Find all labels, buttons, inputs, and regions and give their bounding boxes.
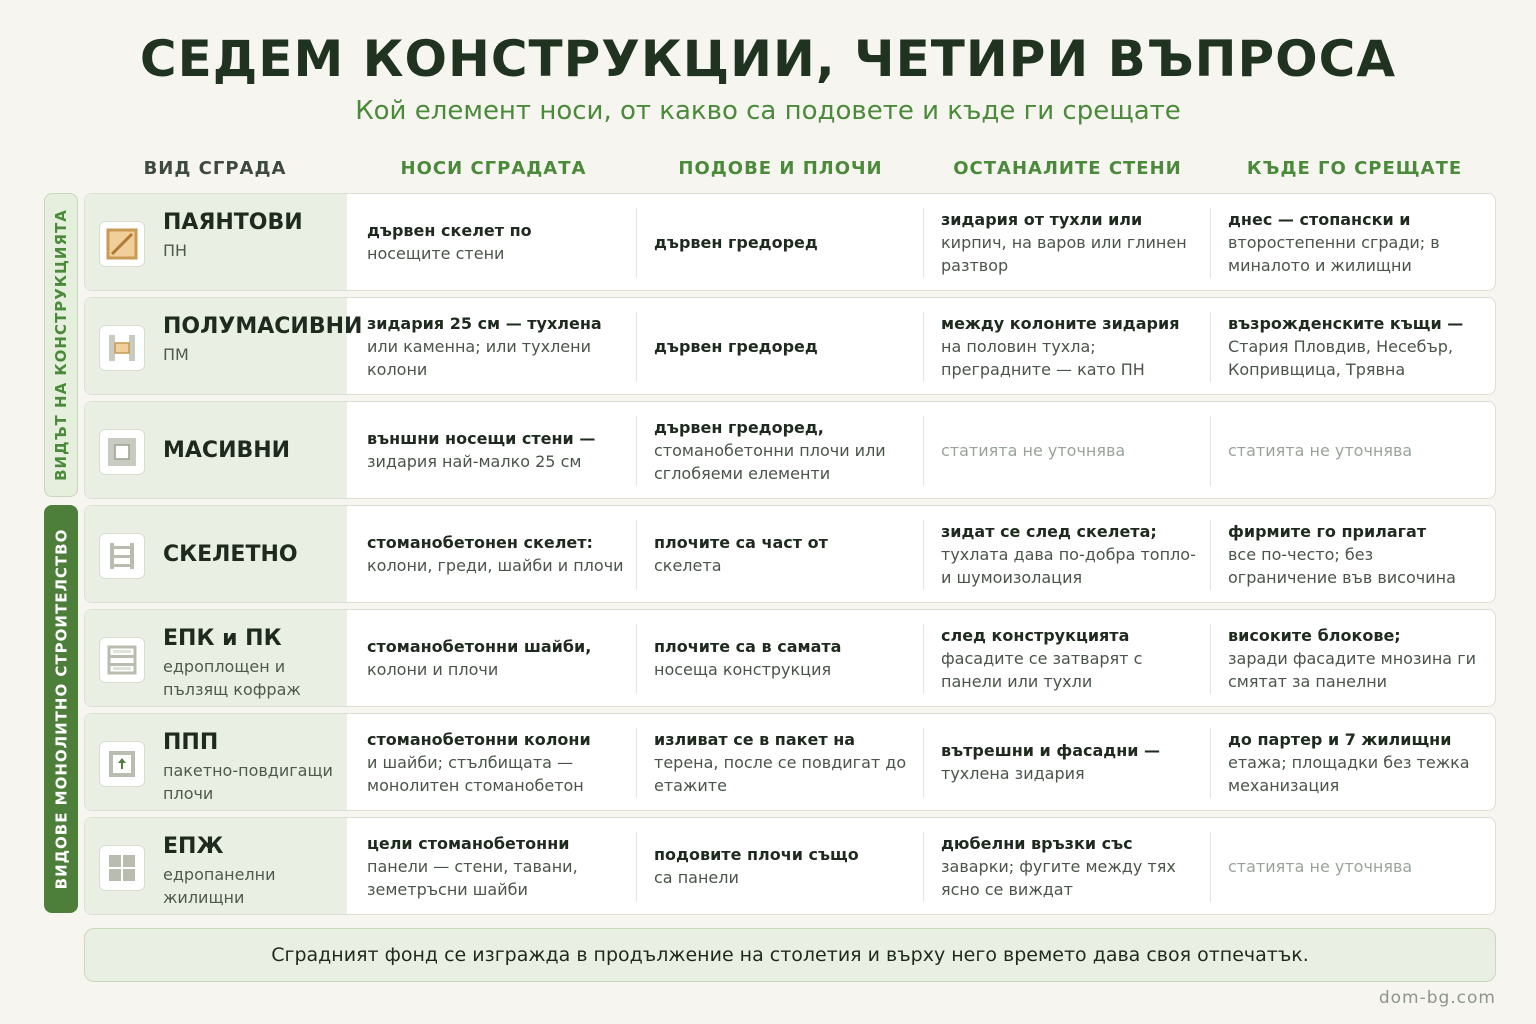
cell-lead: до партер и 7 жилищни [1228, 729, 1452, 749]
cell-lead: след конструкцията [941, 625, 1130, 645]
group-tab-monolithic-label: ВИДОВЕ МОНОЛИТНО СТРОИТЕЛСТВО [52, 528, 70, 890]
timber-frame-icon [99, 221, 145, 267]
cell-rest: Стария Пловдив, Несебър, Копривщица, Трявна [1228, 336, 1454, 379]
formwork-icon [99, 637, 145, 683]
cell-load-bearing [347, 610, 634, 706]
cell-load-bearing [347, 714, 634, 810]
row-name: ЕПЖ [163, 834, 224, 859]
cell-lead: дървен скелет по [367, 221, 532, 240]
cell-lead: дървен гредоред [654, 232, 818, 252]
cell-rest: носещите стени [367, 244, 505, 263]
footer-note: Сградният фонд се изгражда в продължение на столетия и върху него времето дава своя отпечатък. [84, 928, 1496, 982]
row-abbr: едроплощен и пълзящ кофраж [163, 657, 301, 699]
cell-rest: стоманобетонни плочи или сглобяеми елементи [654, 440, 886, 483]
cell-lead: изливат се в пакет на [654, 729, 856, 749]
row-label [85, 818, 347, 914]
cell-where [1208, 194, 1495, 290]
page-title: СЕДЕМ КОНСТРУКЦИИ, ЧЕТИРИ ВЪПРОСА [139, 30, 1397, 88]
cell-lead: високите блокове; [1228, 625, 1401, 645]
cell-other-walls [921, 298, 1208, 394]
source-credit: dom-bg.com [1378, 988, 1496, 1008]
column-header-load-bearing: НОСИ СГРАДАТА [400, 158, 587, 179]
group-tab-monolithic [44, 505, 78, 913]
cell-lead: между колоните зидария [941, 313, 1180, 333]
table-row [84, 505, 1496, 603]
cell-where [1208, 506, 1495, 602]
page-subtitle: Кой елемент носи, от какво са подовете и къде ги срещате [355, 96, 1181, 126]
cell-floors [634, 714, 921, 810]
cell-lead: външни носещи стени — [367, 429, 596, 448]
row-name: СКЕЛЕТНО [163, 542, 298, 567]
cell-lead: цели стоманобетонни [367, 833, 570, 853]
row-label [85, 298, 363, 394]
row-label [85, 610, 347, 706]
cell-floors [634, 506, 921, 602]
cell-rest: на половин тухла; преградните — като ПН [941, 336, 1145, 379]
cell-other-walls [921, 402, 1208, 498]
group-tab-construction [44, 193, 78, 497]
cell-rest: панели — стени, тавани, земетръсни шайби [367, 856, 578, 899]
cell-where [1208, 714, 1495, 810]
cell-load-bearing [347, 194, 634, 290]
cell-lead: стоманобетонен скелет: [367, 533, 593, 552]
cell-lead: днес — стопански и [1228, 209, 1411, 229]
cell-rest: са панели [654, 868, 739, 887]
cell-not-specified: статията не уточнява [941, 440, 1126, 460]
cell-lead: подовите плочи също [654, 845, 859, 864]
group-tab-construction-label: ВИДЪТ НА КОНСТРУКЦИЯТА [52, 209, 71, 481]
table-row [84, 713, 1496, 811]
table-row [84, 193, 1496, 291]
cell-other-walls [921, 506, 1208, 602]
column-header-floors: ПОДОВЕ И ПЛОЧИ [678, 158, 883, 179]
cell-lead: зидария 25 см — тухлена [367, 313, 602, 333]
table-row [84, 817, 1496, 915]
row-name: ПАЯНТОВИ [163, 210, 303, 235]
cell-lead: зидат се след скелета; [941, 521, 1157, 541]
half-massive-wall-icon [99, 325, 145, 371]
cell-where [1208, 818, 1495, 914]
cell-floors [634, 194, 921, 290]
cell-floors [634, 818, 921, 914]
row-name: ПОЛУМАСИВНИ [163, 314, 363, 339]
cell-not-specified: статията не уточнява [1228, 856, 1413, 876]
massive-wall-icon [99, 429, 145, 475]
column-header-building-type: ВИД СГРАДА [143, 158, 287, 179]
cell-rest: колони, греди, шайби и плочи [367, 556, 624, 575]
row-label [85, 194, 347, 290]
row-name: ЕПК и ПК [163, 626, 282, 651]
cell-lead: вътрешни и фасадни — [941, 741, 1161, 760]
row-label [85, 506, 347, 602]
column-header-other-walls: ОСТАНАЛИТЕ СТЕНИ [953, 158, 1182, 179]
cell-rest: или каменна; или тухлени колони [367, 336, 591, 379]
cell-rest: кирпич, на варов или глинен разтвор [941, 232, 1187, 275]
cell-lead: възрожденските къщи — [1228, 313, 1464, 333]
cell-rest: етажа; площадки без тежка механизация [1228, 752, 1470, 795]
row-label [85, 402, 347, 498]
panel-grid-icon [99, 845, 145, 891]
cell-other-walls [921, 194, 1208, 290]
cell-not-specified: статията не уточнява [1228, 440, 1413, 460]
cell-load-bearing [347, 402, 634, 498]
cell-other-walls [921, 714, 1208, 810]
cell-lead: плочите са в самата [654, 637, 842, 656]
cell-rest: второстепенни сгради; в миналото и жилищни [1228, 232, 1440, 275]
column-headers [0, 158, 1536, 182]
cell-rest: колони и плочи [367, 660, 499, 679]
row-abbr: ПМ [163, 345, 189, 364]
cell-rest: заварки; фугите между тях ясно се виждат [941, 856, 1176, 899]
cell-lead: стоманобетонни шайби, [367, 637, 592, 656]
cell-lead: дървен гредоред [654, 336, 818, 356]
table-row [84, 401, 1496, 499]
row-abbr: пакетно-повдигащи плочи [163, 761, 333, 803]
cell-lead: дюбелни връзки със [941, 833, 1133, 853]
cell-other-walls [921, 818, 1208, 914]
cell-where [1208, 402, 1495, 498]
cell-floors [634, 610, 921, 706]
cell-rest: и шайби; стълбищата — монолитен стоманобетон [367, 752, 584, 795]
row-abbr: едропанелни жилищни [163, 865, 276, 907]
cell-lead: зидария от тухли или [941, 209, 1143, 229]
row-name: МАСИВНИ [163, 438, 291, 463]
cell-rest: носеща конструкция [654, 660, 832, 679]
cell-floors [634, 402, 921, 498]
cell-rest: зидария най-малко 25 см [367, 452, 582, 471]
cell-floors [634, 298, 921, 394]
row-name: ППП [163, 730, 219, 755]
cell-lead: дървен гредоред, [654, 417, 824, 437]
cell-rest: все по-често; без ограничение във височина [1228, 544, 1456, 587]
cell-other-walls [921, 610, 1208, 706]
lift-slab-icon [99, 741, 145, 787]
cell-load-bearing [347, 818, 634, 914]
cell-lead: фирмите го прилагат [1228, 521, 1427, 541]
table-row [84, 609, 1496, 707]
column-header-where: КЪДЕ ГО СРЕЩАТЕ [1246, 158, 1463, 179]
cell-rest: фасадите се затварят с панели или тухли [941, 648, 1143, 691]
cell-lead: стоманобетонни колони [367, 729, 591, 749]
cell-where [1208, 610, 1495, 706]
row-abbr: ПН [163, 241, 188, 260]
table-row [84, 297, 1496, 395]
row-label [85, 714, 347, 810]
cell-lead: плочите са част от [654, 533, 828, 552]
cell-rest: терена, после се повдигат до етажите [654, 752, 907, 795]
skeleton-frame-icon [99, 533, 145, 579]
cell-rest: тухлата дава по-добра топло- и шумоизолация [941, 544, 1196, 587]
cell-load-bearing [347, 506, 634, 602]
cell-rest: скелета [654, 556, 722, 575]
cell-rest: тухлена зидария [941, 764, 1085, 783]
cell-load-bearing [347, 298, 634, 394]
cell-where [1208, 298, 1495, 394]
cell-rest: заради фасадите мнозина ги смятат за панелни [1228, 648, 1476, 691]
